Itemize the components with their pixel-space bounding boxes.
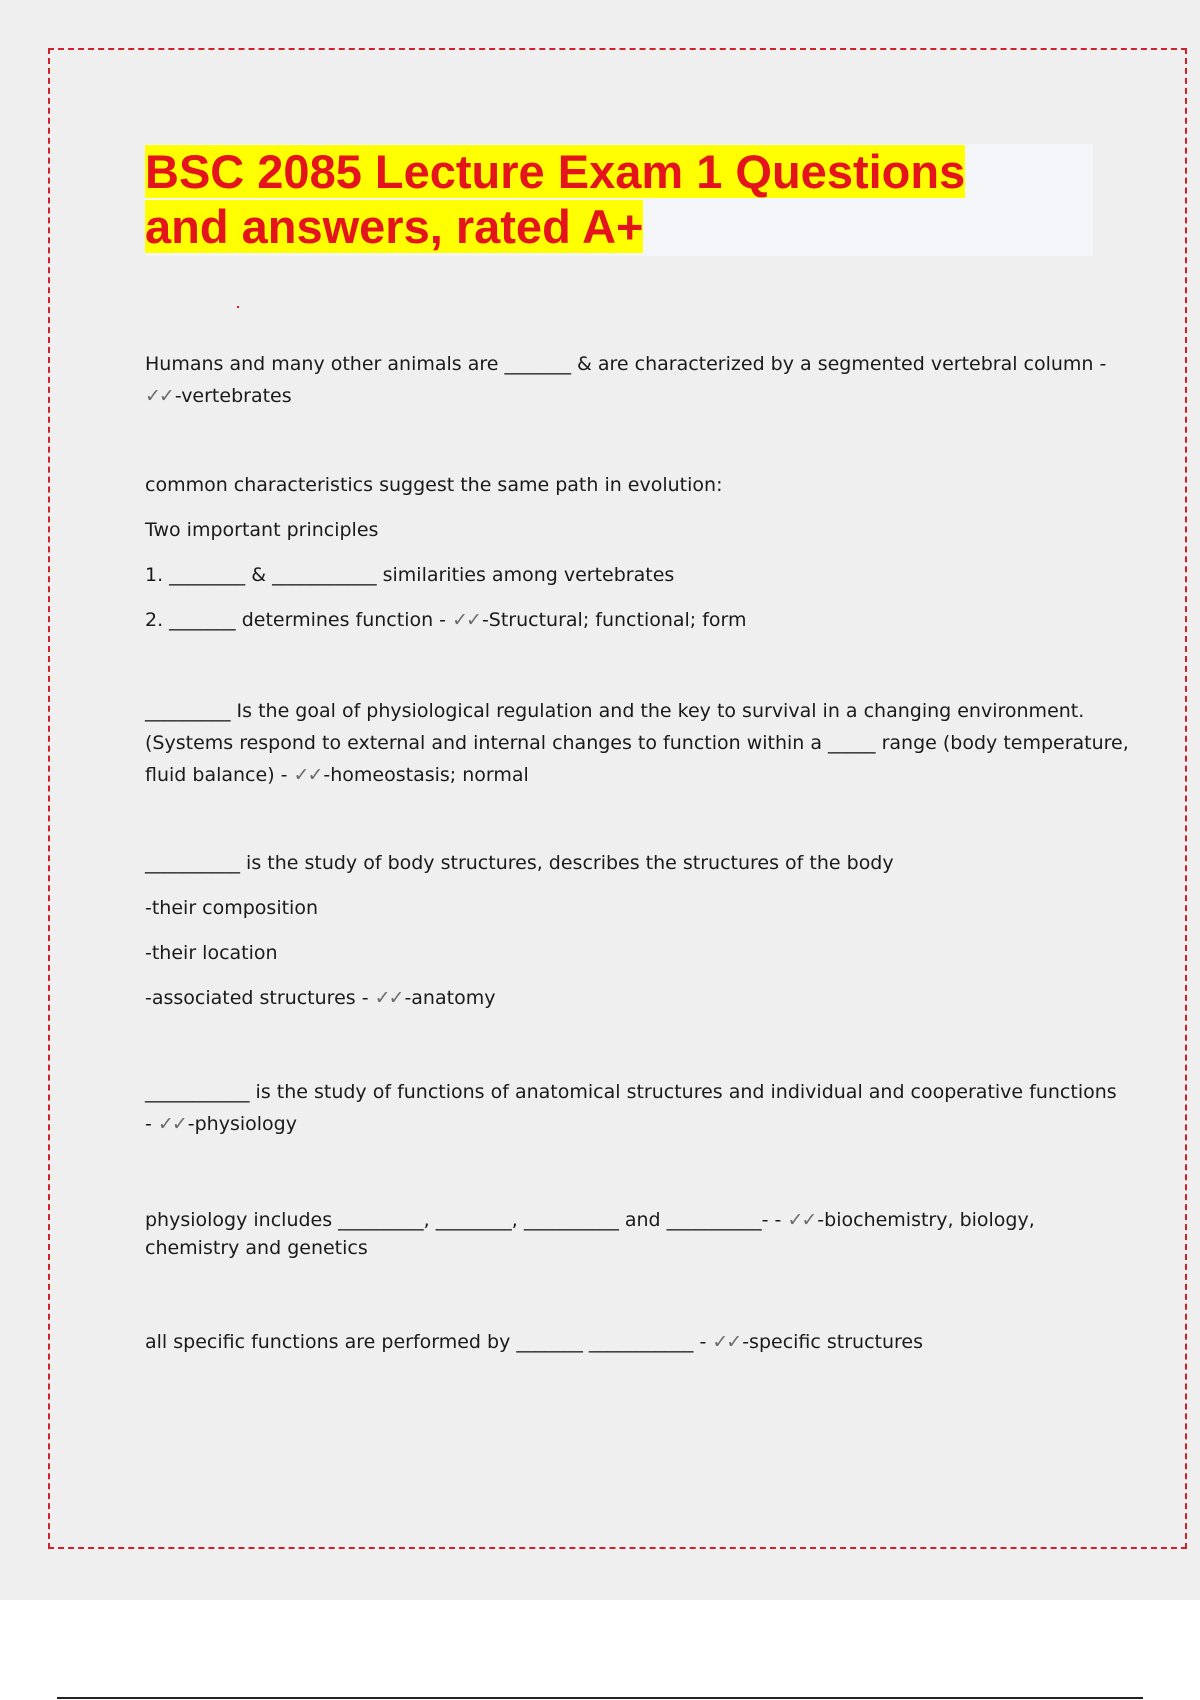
question-3-line-3-text: fluid balance) - <box>145 764 294 786</box>
double-check-icon: ✓✓ <box>712 1331 741 1353</box>
bottom-divider <box>57 1697 1143 1699</box>
question-5-line-2-text: - <box>145 1113 158 1135</box>
question-5-line-1: ___________ is the study of functions of anatomical structures and individual and cooperative functions <box>145 1081 1117 1103</box>
question-4 <box>145 847 1085 1014</box>
question-3-answer: -homeostasis; normal <box>323 764 529 786</box>
double-check-icon: ✓✓ <box>145 385 173 407</box>
page-border <box>48 48 1187 1549</box>
question-7-line-1 <box>145 1326 1085 1358</box>
question-4-line-3: -their location <box>145 942 278 964</box>
question-5 <box>145 1076 1117 1140</box>
question-2-line-4-text: 2. _______ determines function - <box>145 609 453 631</box>
question-7-answer: -specific structures <box>742 1331 924 1353</box>
double-check-icon: ✓✓ <box>157 1113 186 1135</box>
question-3-line-1: _________ Is the goal of physiological regulation and the key to survival in a changing environment. <box>145 700 1085 722</box>
red-dot <box>237 306 239 308</box>
question-2-line-4 <box>145 604 1085 636</box>
question-6-line-2: chemistry and genetics <box>145 1237 368 1259</box>
question-1-answer: -vertebrates <box>174 385 292 407</box>
double-check-icon: ✓✓ <box>293 764 322 786</box>
title-line-1: BSC 2085 Lecture Exam 1 Questions <box>145 145 966 198</box>
page-title <box>145 144 1093 254</box>
question-6-answer: -biochemistry, biology, <box>817 1209 1035 1231</box>
question-7 <box>145 1326 1085 1358</box>
question-5-line-2 <box>145 1108 1085 1140</box>
double-check-icon: ✓✓ <box>452 609 480 631</box>
title-line-2: and answers, rated A+ <box>145 200 644 253</box>
question-3 <box>145 695 1129 791</box>
question-4-line-4 <box>145 982 1085 1014</box>
question-3-line-2: (Systems respond to external and internal changes to function within a _____ range (body temperature, <box>145 732 1129 754</box>
question-4-line-2: -their composition <box>145 897 319 919</box>
question-2-line-3: 1. ________ & ___________ similarities among vertebrates <box>145 564 675 586</box>
question-6 <box>145 1204 1085 1264</box>
question-6-line-1-text: physiology includes _________, ________, __________ and __________- - <box>145 1209 788 1231</box>
question-7-line-1-text: all specific functions are performed by _______ ___________ - <box>145 1331 713 1353</box>
question-1-answer-line <box>145 380 1085 412</box>
question-4-line-4-text: -associated structures - <box>145 987 375 1009</box>
question-2 <box>145 469 1085 636</box>
question-2-line-1: common characteristics suggest the same path in evolution: <box>145 474 723 496</box>
question-4-answer: -anatomy <box>404 987 496 1009</box>
question-2-answer: -Structural; functional; form <box>481 609 747 631</box>
question-1 <box>145 348 1107 412</box>
question-2-line-2: Two important principles <box>145 519 379 541</box>
double-check-icon: ✓✓ <box>374 987 403 1009</box>
double-check-icon: ✓✓ <box>787 1209 816 1231</box>
question-3-line-3 <box>145 759 1085 791</box>
question-1-text: Humans and many other animals are _______ & are characterized by a segmented vertebral column - <box>145 353 1107 375</box>
question-5-answer: -physiology <box>187 1113 297 1135</box>
title-block <box>145 144 1093 256</box>
question-4-line-1: __________ is the study of body structures, describes the structures of the body <box>145 852 894 874</box>
